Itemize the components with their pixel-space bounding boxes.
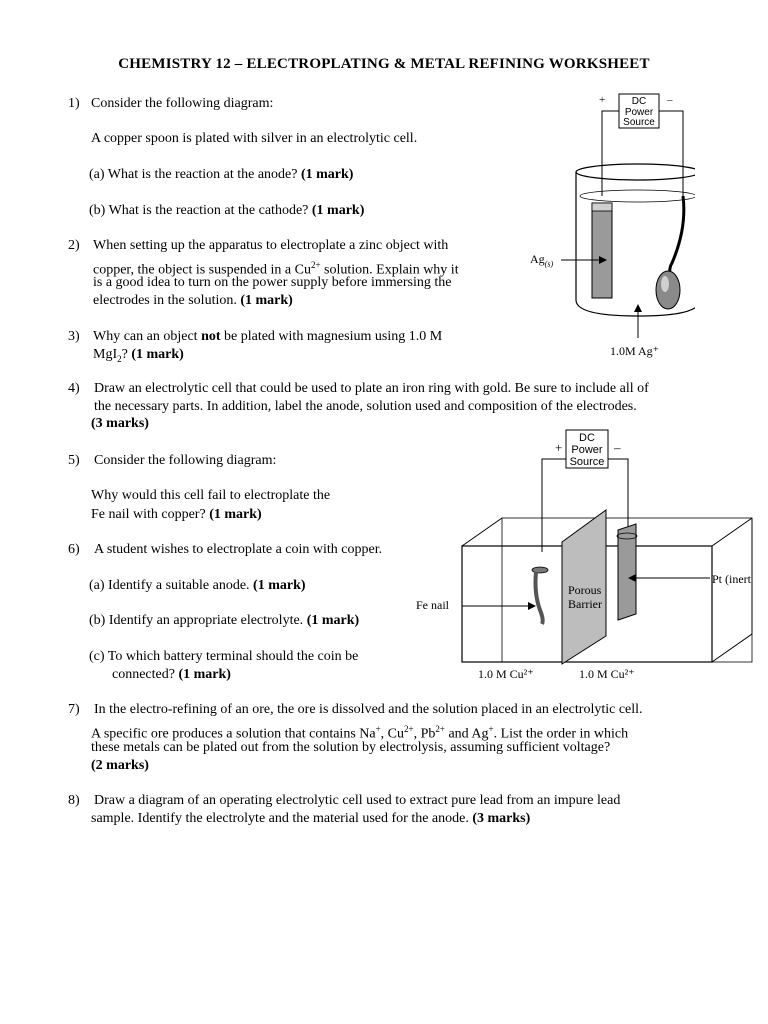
q1b-text: (b) What is the reaction at the cathode? (1 mark) <box>89 203 365 218</box>
fe-nail-label: Fe nail <box>416 598 449 612</box>
anode-wire <box>602 111 619 196</box>
negative-terminal: – <box>667 94 673 106</box>
q4-line2: the necessary parts. In addition, label the anode, solution used and composition of the electrodes. <box>94 399 637 414</box>
q1-number: 1) <box>68 96 80 111</box>
q1-intro: Consider the following diagram: <box>91 96 274 111</box>
fe-nail <box>536 572 543 624</box>
spoon-handle <box>670 196 684 274</box>
q7-marks: (2 marks) <box>91 758 149 773</box>
negative-terminal: – <box>614 440 621 455</box>
q1-context: A copper spoon is plated with silver in an electrolytic cell. <box>91 131 418 146</box>
cathode-wire <box>659 111 683 196</box>
q6-intro: A student wishes to electroplate a coin with copper. <box>94 542 383 557</box>
silver-solution-label: 1.0M Ag⁺ <box>610 344 660 358</box>
q6-number: 6) <box>68 542 80 557</box>
q2-number: 2) <box>68 238 80 253</box>
power2-label-line3: Source <box>569 456 605 468</box>
q3-number: 3) <box>68 329 80 344</box>
q1a-text: (a) What is the reaction at the anode? (1 mark) <box>89 167 354 182</box>
q5-number: 5) <box>68 453 80 468</box>
left-solution-label: 1.0 M Cu²⁺ <box>478 667 534 681</box>
q6a-text: (a) Identify a suitable anode. (1 mark) <box>89 578 306 593</box>
solution-surface <box>580 190 695 202</box>
q7-number: 7) <box>68 702 80 717</box>
q4-marks: (3 marks) <box>91 416 149 431</box>
fe-nail-plating-diagram <box>456 424 768 666</box>
q8-number: 8) <box>68 793 80 808</box>
q6b-text: (b) Identify an appropriate electrolyte. (1 mark) <box>89 613 360 628</box>
q7-line2: A specific ore produces a solution that contains Na+, $Cu^{2+}$, $Pb^{2+}$ and Ag+. List the order in which <box>91 724 629 742</box>
q5-line2: Fe nail with copper? (1 mark) <box>91 507 262 522</box>
anode-wire <box>542 459 566 552</box>
power-label-line2: Power <box>624 107 654 118</box>
worksheet-title: CHEMISTRY 12 – ELECTROPLATING & METAL REFINING WORKSHEET <box>118 56 650 72</box>
q2-line3: is a good idea to turn on the power supply before immersing the <box>93 275 452 290</box>
q6c-line2: connected? (1 mark) <box>112 667 231 682</box>
silver-electrode <box>592 203 612 298</box>
q8-line2: sample. Identify the electrolyte and the material used for the anode. (3 marks) <box>91 811 531 826</box>
right-solution-label: 1.0 M Cu²⁺ <box>579 667 635 681</box>
q2-line4: electrodes in the solution. (1 mark) <box>93 293 293 308</box>
silver-electrode-label: $Ag_{(s)}$ <box>530 252 554 269</box>
q2-line1: When setting up the apparatus to electroplate a zinc object with <box>93 238 449 253</box>
power-label-line1: DC <box>631 96 647 107</box>
q6c-line1: (c) To which battery terminal should the coin be <box>89 649 359 664</box>
pt-electrode-label: Pt (inert <box>712 572 751 586</box>
silver-plating-diagram <box>525 88 695 358</box>
q5-intro: Consider the following diagram: <box>94 453 277 468</box>
barrier-label-line2: Barrier <box>568 597 602 611</box>
q4-number: 4) <box>68 381 80 396</box>
positive-terminal: + <box>599 94 606 106</box>
q7-line3: these metals can be plated out from the solution by electrolysis, assuming sufficient voltage? <box>91 740 611 755</box>
q7-line1: In the electro-refining of an ore, the ore is dissolved and the solution placed in an electrolytic cell. <box>94 702 643 717</box>
cathode-wire <box>608 459 628 532</box>
power2-label-line1: DC <box>579 432 595 444</box>
barrier-label-line1: Porous <box>568 583 602 597</box>
power-label-line3: Source <box>623 117 655 128</box>
q8-line1: Draw a diagram of an operating electrolytic cell used to extract pure lead from an impure lead <box>94 793 621 808</box>
positive-terminal: + <box>555 440 563 455</box>
beaker-rim <box>576 164 695 180</box>
q3-line2: MgI$_2$? (1 mark) <box>93 347 184 364</box>
q4-line1: Draw an electrolytic cell that could be used to plate an iron ring with gold. Be sure to include all of <box>94 381 649 396</box>
q3-line1: Why can an object not be plated with magnesium using 1.0 M <box>93 329 443 344</box>
copper-spoon-bowl <box>656 271 680 309</box>
q2-line2: copper, the object is suspended in a $Cu^{2+}$ solution. Explain why it <box>93 260 459 278</box>
power2-label-line2: Power <box>571 444 603 456</box>
q5-line1: Why would this cell fail to electroplate the <box>91 488 331 503</box>
